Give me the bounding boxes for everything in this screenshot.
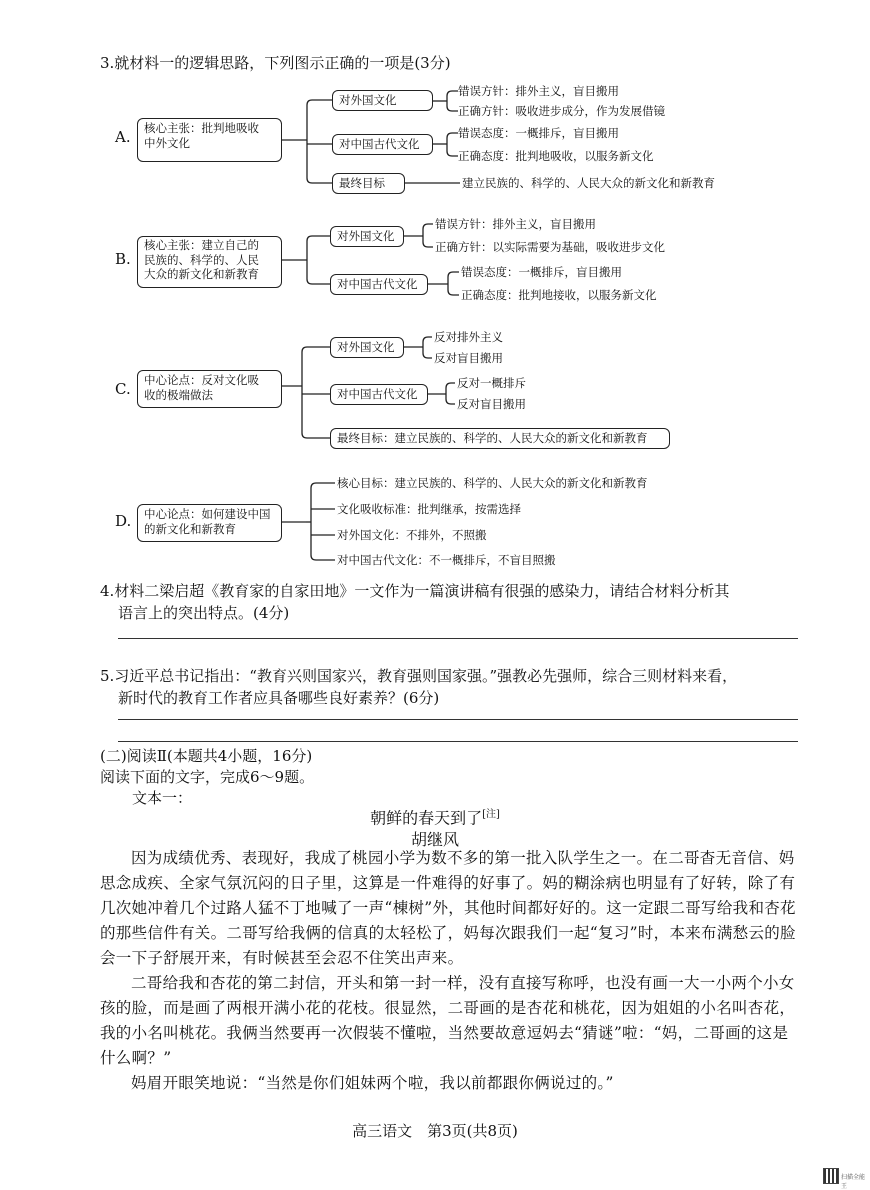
answer-line-q4[interactable] bbox=[118, 638, 798, 639]
section-instruction: 阅读下面的文字，完成6～9题。 bbox=[100, 768, 315, 786]
answer-line-q5-2[interactable] bbox=[118, 741, 798, 742]
option-d-item-2: 文化吸收标准：批判继承，按需选择 bbox=[337, 502, 521, 516]
option-b-ancient-right: 正确态度：批判地接收，以服务新文化 bbox=[461, 288, 657, 302]
article-paragraph-2: 二哥给我和杏花的第二封信，开头和第一封一样，没有直接写称呼，也没有画一大一小两个小女孩的脸，而是画了两根开满小花的花枝。很显然，二哥画的是杏花和桃花，因为姐姐的小名叫杏花，我的小名叫桃花。我俩当然要再一次假装不懂啦，当然要故意逗妈去“猜谜”啦：“妈，二哥画的这是什么啊？” bbox=[100, 974, 796, 1067]
option-b-ancient-box: 对中国古代文化 bbox=[330, 274, 428, 295]
option-b-foreign-right: 正确方针：以实际需要为基础，吸收进步文化 bbox=[435, 240, 665, 254]
article-title-text: 朝鲜的春天到了 bbox=[370, 808, 483, 828]
option-a-foreign-right: 正确方针：吸收进步成分，作为发展借镜 bbox=[458, 104, 665, 118]
option-a-foreign-box: 对外国文化 bbox=[332, 90, 433, 111]
option-b-core-line-2: 民族的、科学的、人民 bbox=[144, 252, 259, 267]
scanner-stamp: 扫描全能王 bbox=[841, 1174, 866, 1190]
question-5-line-1: 5.习近平总书记指出：“教育兴则国家兴，教育强则国家强。”强教必先强师，综合三则材料来看， bbox=[100, 667, 738, 685]
option-c-ancient-a: 反对一概排斥 bbox=[457, 376, 526, 390]
article-title bbox=[0, 805, 870, 828]
option-d-core-line-1: 中心论点：如何建设中国 bbox=[144, 507, 271, 521]
option-b-ancient-wrong: 错误态度：一概排斥，盲目搬用 bbox=[461, 265, 622, 279]
option-c-foreign-box: 对外国文化 bbox=[330, 337, 404, 358]
article-paragraph-1: 因为成绩优秀、表现好，我成了桃园小学为数不多的第一批入队学生之一。在二哥杳无音信、妈思念成疾、全家气氛沉闷的日子里，这算是一件难得的好事了。妈的糊涂病也明显有了好转，除了有几次她冲着几个过路人猛不丁地喊了一声“棟树”外，其他时间都好好的。这一定跟二哥写给我和杏花的那些信件有关。二哥写给我俩的信真的太轻松了，妈每次跟我们一起“复习”时，本来布满愁云的脸会一下子舒展开来，有时候甚至会忍不住笑出声来。 bbox=[100, 849, 796, 967]
option-b-core-box bbox=[137, 236, 282, 288]
qr-code-icon bbox=[823, 1168, 839, 1184]
option-a-ancient-box: 对中国古代文化 bbox=[332, 134, 433, 155]
article-title-note: [注] bbox=[482, 809, 500, 820]
option-d-label: D. bbox=[115, 512, 132, 530]
option-a-core-line-1: 核心主张：批判地吸收 bbox=[144, 121, 259, 135]
article-body bbox=[100, 846, 800, 1096]
option-c-core-line-2: 收的极端做法 bbox=[144, 388, 213, 402]
text-one-label: 文本一： bbox=[132, 789, 193, 807]
option-d-core-box bbox=[137, 504, 282, 542]
page-footer: 高三语文 第3页(共8页) bbox=[352, 1122, 518, 1140]
option-c-ancient-box: 对中国古代文化 bbox=[330, 384, 428, 405]
option-c-core-line-1: 中心论点：反对文化吸 bbox=[144, 373, 259, 387]
question-4-line-1: 4.材料二梁启超《教育家的自家田地》一文作为一篇演讲稿有很强的感染力，请结合材料分析其 bbox=[100, 582, 730, 600]
option-a-goal-text: 建立民族的、科学的、人民大众的新文化和新教育 bbox=[462, 176, 715, 190]
option-a-foreign-wrong: 错误方针：排外主义，盲目搬用 bbox=[458, 84, 619, 98]
option-c-label: C. bbox=[115, 380, 131, 398]
option-c-ancient-b: 反对盲目搬用 bbox=[457, 397, 526, 411]
option-b-label: B. bbox=[115, 250, 131, 268]
option-b-core-line-1: 核心主张：建立自己的 bbox=[144, 238, 259, 252]
option-a-label: A. bbox=[115, 128, 131, 146]
option-d-core-line-2: 的新文化和新教育 bbox=[144, 522, 236, 536]
article-author: 胡继风 bbox=[410, 830, 459, 849]
option-a-core-line-2: 中外文化 bbox=[144, 136, 190, 150]
option-a-ancient-wrong: 错误态度：一概排斥，盲目搬用 bbox=[458, 126, 619, 140]
option-c-foreign-a: 反对排外主义 bbox=[434, 330, 503, 344]
option-b-foreign-box: 对外国文化 bbox=[330, 226, 404, 247]
section-heading: (二)阅读Ⅱ(本题共4小题，16分) bbox=[100, 747, 313, 765]
option-b-core-line-3: 大众的新文化和新教育 bbox=[144, 267, 259, 281]
article-paragraph-3: 妈眉开眼笑地说：“当然是你们姐妹两个啦，我以前都跟你俩说过的。” bbox=[131, 1074, 614, 1092]
question-3-stem: 3.就材料一的逻辑思路，下列图示正确的一项是(3分) bbox=[100, 54, 451, 72]
option-c-core-box bbox=[137, 370, 282, 408]
option-a-goal-box: 最终目标 bbox=[332, 173, 405, 194]
option-a-ancient-right: 正确态度：批判地吸收，以服务新文化 bbox=[458, 149, 654, 163]
option-d-item-1: 核心目标：建立民族的、科学的、人民大众的新文化和新教育 bbox=[337, 476, 648, 490]
answer-line-q5-1[interactable] bbox=[118, 719, 798, 720]
question-4-line-2: 语言上的突出特点。(4分) bbox=[118, 604, 290, 622]
option-c-foreign-b: 反对盲目搬用 bbox=[434, 351, 503, 365]
option-d-item-4: 对中国古代文化：不一概排斥，不盲目照搬 bbox=[337, 553, 556, 567]
option-a-core-box bbox=[137, 118, 282, 162]
question-5-line-2: 新时代的教育工作者应具备哪些良好素养？(6分) bbox=[118, 689, 440, 707]
option-c-goal-box: 最终目标：建立民族的、科学的、人民大众的新文化和新教育 bbox=[330, 428, 670, 449]
option-b-foreign-wrong: 错误方针：排外主义，盲目搬用 bbox=[435, 217, 596, 231]
option-d-item-3: 对外国文化：不排外，不照搬 bbox=[337, 528, 487, 542]
